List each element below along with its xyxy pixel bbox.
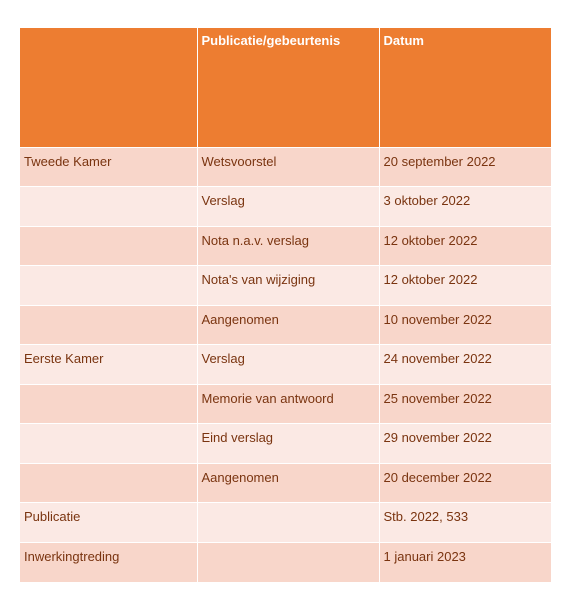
cell-chamber <box>20 384 197 424</box>
table-row <box>20 384 551 424</box>
header-date: Datum <box>379 28 551 147</box>
header-event: Publicatie/gebeurtenis <box>197 28 379 147</box>
legislation-timeline-table <box>20 28 551 582</box>
cell-date: 20 september 2022 <box>379 147 551 187</box>
cell-chamber <box>20 305 197 345</box>
cell-date: 24 november 2022 <box>379 345 551 385</box>
cell-date: 3 oktober 2022 <box>379 187 551 227</box>
table-row <box>20 542 551 582</box>
cell-event <box>197 503 379 543</box>
cell-chamber <box>20 187 197 227</box>
table-row <box>20 226 551 266</box>
table-row <box>20 345 551 385</box>
cell-date: 29 november 2022 <box>379 424 551 464</box>
table-row <box>20 305 551 345</box>
cell-date: Stb. 2022, 533 <box>379 503 551 543</box>
cell-chamber: Eerste Kamer <box>20 345 197 385</box>
cell-event: Nota's van wijziging <box>197 266 379 306</box>
cell-date: 25 november 2022 <box>379 384 551 424</box>
cell-chamber: Inwerkingtreding <box>20 542 197 582</box>
cell-event: Eind verslag <box>197 424 379 464</box>
table-row <box>20 424 551 464</box>
table-row <box>20 463 551 503</box>
cell-chamber <box>20 424 197 464</box>
cell-event: Nota n.a.v. verslag <box>197 226 379 266</box>
cell-event: Verslag <box>197 187 379 227</box>
cell-date: 20 december 2022 <box>379 463 551 503</box>
table-row <box>20 266 551 306</box>
table-row <box>20 147 551 187</box>
cell-chamber <box>20 266 197 306</box>
cell-chamber: Publicatie <box>20 503 197 543</box>
table-header-row <box>20 28 551 147</box>
header-empty-cell <box>20 28 197 147</box>
table-row <box>20 187 551 227</box>
cell-event: Aangenomen <box>197 305 379 345</box>
cell-date: 12 oktober 2022 <box>379 266 551 306</box>
cell-event <box>197 542 379 582</box>
cell-event: Wetsvoorstel <box>197 147 379 187</box>
cell-chamber <box>20 226 197 266</box>
cell-event: Verslag <box>197 345 379 385</box>
cell-date: 1 januari 2023 <box>379 542 551 582</box>
table-row <box>20 503 551 543</box>
cell-date: 12 oktober 2022 <box>379 226 551 266</box>
cell-event: Aangenomen <box>197 463 379 503</box>
cell-event: Memorie van antwoord <box>197 384 379 424</box>
cell-chamber <box>20 463 197 503</box>
cell-chamber: Tweede Kamer <box>20 147 197 187</box>
cell-date: 10 november 2022 <box>379 305 551 345</box>
